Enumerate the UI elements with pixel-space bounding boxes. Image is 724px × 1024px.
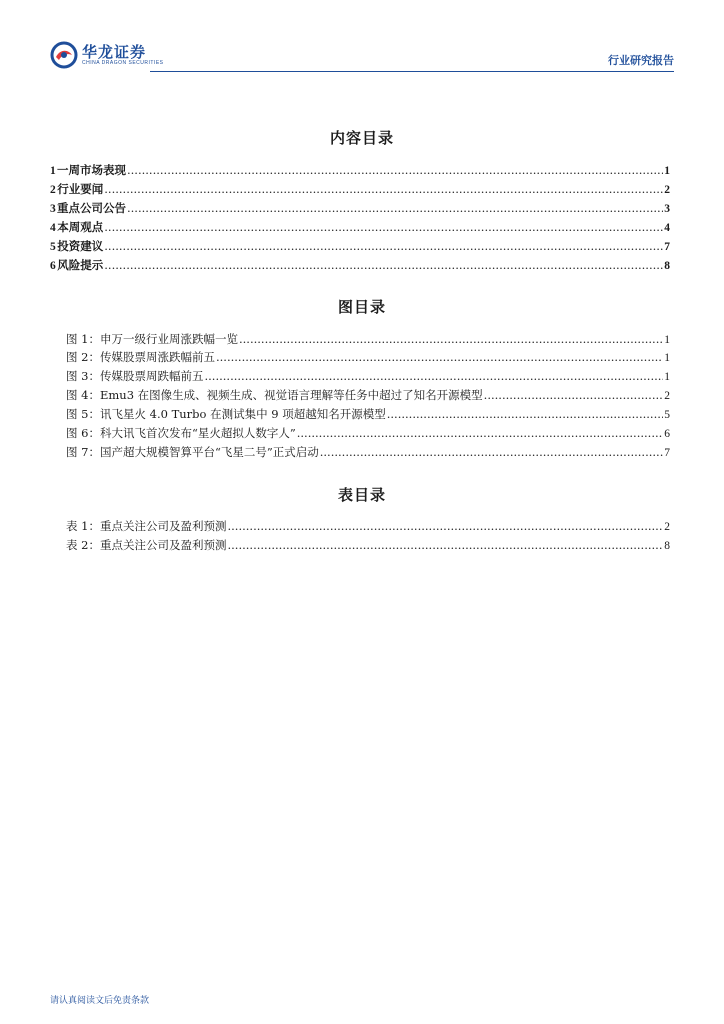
figure-item-page: 7 xyxy=(664,447,670,459)
leader-dots xyxy=(387,407,664,421)
toc-item-number: 2 xyxy=(50,184,56,196)
figure-item-label: 图 1： xyxy=(66,332,100,346)
toc-item-label: 重点公司公告 xyxy=(56,201,126,215)
figure-item[interactable] xyxy=(66,425,670,443)
figure-item[interactable] xyxy=(66,406,670,424)
figure-item-title: 传媒股票周跌幅前五 xyxy=(99,369,204,383)
leader-dots xyxy=(227,519,663,533)
table-item[interactable] xyxy=(66,518,670,536)
table-item-title: 重点关注公司及盈利预测 xyxy=(99,538,227,552)
figure-item-page: 1 xyxy=(664,334,670,346)
figure-item-page: 2 xyxy=(664,390,670,402)
leader-dots xyxy=(104,239,663,253)
leader-dots xyxy=(227,538,663,552)
toc-item-number: 5 xyxy=(50,241,56,253)
toc-item-label: 一周市场表现 xyxy=(56,163,126,177)
toc-item[interactable] xyxy=(50,219,670,237)
toc-item-label: 行业要闻 xyxy=(57,182,104,196)
figure-item-title: 申万一级行业周涨跌幅一览 xyxy=(99,332,238,346)
toc-item-page: 3 xyxy=(664,203,670,215)
brand-name-en: CHINA DRAGON SECURITIES xyxy=(82,59,164,66)
toc-item-number: 4 xyxy=(50,222,56,234)
page-header xyxy=(50,38,674,72)
table-item[interactable] xyxy=(66,537,670,555)
leader-dots xyxy=(204,369,663,383)
toc-item-page: 4 xyxy=(664,222,670,234)
figure-item[interactable] xyxy=(66,444,670,462)
table-item-title: 重点关注公司及盈利预测 xyxy=(99,519,227,533)
brand-logo xyxy=(50,38,164,72)
figure-item-page: 1 xyxy=(664,352,670,364)
figure-item-label: 图 2： xyxy=(66,350,100,364)
figure-item-label: 图 4： xyxy=(66,388,100,402)
table-item-page: 8 xyxy=(664,540,670,552)
figure-item-title: Emu3 在图像生成、视频生成、视觉语言理解等任务中超过了知名开源模型 xyxy=(99,388,483,402)
leader-dots xyxy=(216,350,663,364)
figure-item[interactable] xyxy=(66,387,670,405)
report-type: 行业研究报告 xyxy=(608,54,674,67)
table-item-page: 2 xyxy=(664,521,670,533)
toc-item-label: 风险提示 xyxy=(57,258,104,272)
figure-item-label: 图 3： xyxy=(66,369,100,383)
figure-item-page: 6 xyxy=(664,428,670,440)
figure-item[interactable] xyxy=(66,349,670,367)
toc-item-page: 8 xyxy=(664,260,670,272)
table-item-label: 表 2： xyxy=(66,538,100,552)
figure-item-label: 图 6： xyxy=(66,426,100,440)
toc-item-label: 本周观点 xyxy=(57,220,104,234)
figure-item-title: 讯飞星火 4.0 Turbo 在测试集中 9 项超越知名开源模型 xyxy=(99,407,386,421)
figure-item-title: 传媒股票周涨跌幅前五 xyxy=(99,350,215,364)
toc-item[interactable] xyxy=(50,162,670,180)
leader-dots xyxy=(239,332,663,346)
footer-disclaimer: 请认真阅读文后免责条款 xyxy=(50,996,150,1006)
toc-item-page: 2 xyxy=(664,184,670,196)
toc-item[interactable] xyxy=(50,181,670,199)
figure-item[interactable] xyxy=(66,368,670,386)
leader-dots xyxy=(104,258,663,272)
dragon-logo-icon xyxy=(50,41,78,69)
table-list-title: 表目录 xyxy=(337,486,386,504)
toc-item-number: 1 xyxy=(50,165,56,177)
toc-item-number: 6 xyxy=(50,260,56,272)
figure-list-title: 图目录 xyxy=(337,298,386,316)
leader-dots xyxy=(320,445,664,459)
figure-item-label: 图 7： xyxy=(66,445,100,459)
figure-item-title: 国产超大规模智算平台“飞星二号”正式启动 xyxy=(99,445,319,459)
leader-dots xyxy=(127,201,663,215)
figure-item-label: 图 5： xyxy=(66,407,100,421)
toc-item-page: 1 xyxy=(664,165,670,177)
leader-dots xyxy=(297,426,664,440)
figure-item-page: 5 xyxy=(664,409,670,421)
table-item-label: 表 1： xyxy=(66,519,100,533)
brand-name: 华龙证券 xyxy=(82,42,147,61)
toc-item[interactable] xyxy=(50,200,670,218)
leader-dots xyxy=(127,163,663,177)
toc-item-label: 投资建议 xyxy=(57,239,104,253)
toc-item[interactable] xyxy=(50,257,670,275)
figure-item-page: 1 xyxy=(664,371,670,383)
figure-item[interactable] xyxy=(66,331,670,349)
toc-item-number: 3 xyxy=(50,203,56,215)
toc-title: 内容目录 xyxy=(329,129,394,147)
leader-dots xyxy=(104,220,663,234)
leader-dots xyxy=(104,182,663,196)
figure-item-title: 科大讯飞首次发布“星火超拟人数字人” xyxy=(99,426,296,440)
toc-item[interactable] xyxy=(50,238,670,256)
header-divider xyxy=(150,71,674,72)
leader-dots xyxy=(484,388,664,402)
toc-item-page: 7 xyxy=(664,241,670,253)
